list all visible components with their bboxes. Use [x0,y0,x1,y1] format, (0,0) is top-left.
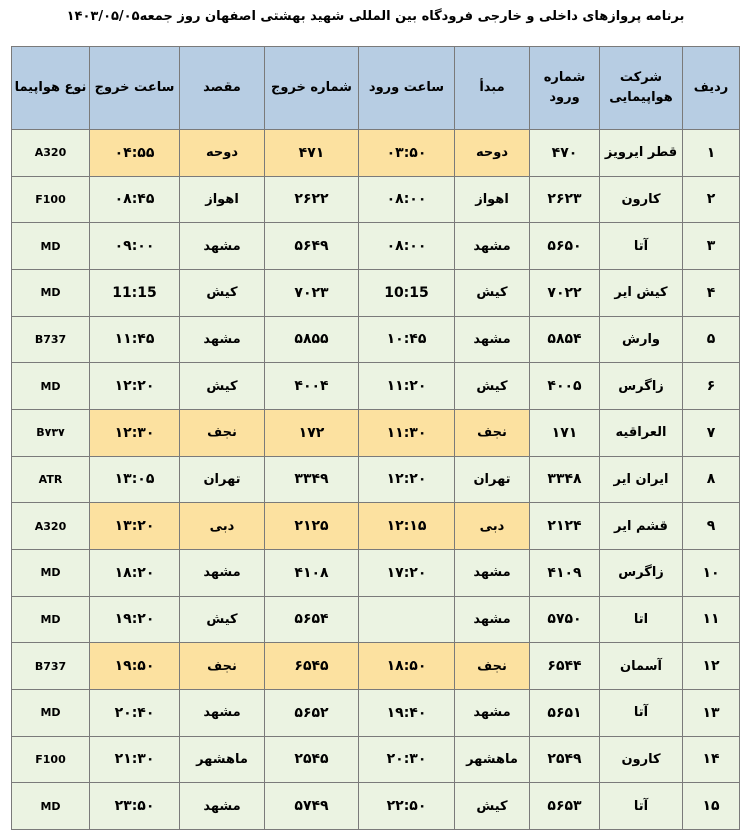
destination-cell: دوحه [180,130,265,177]
departure-number-cell: ۲۱۲۵ [265,503,359,550]
aircraft-type-cell: MD [12,549,90,596]
arrival-time-cell: ۲۰:۳۰ [359,736,455,783]
origin-cell: مشهد [455,689,530,736]
departure-number-cell: ۵۶۵۲ [265,689,359,736]
row-number-cell: ۸ [683,456,740,503]
aircraft-type-cell: MD [12,596,90,643]
departure-time-cell: ۱۳:۰۵ [90,456,180,503]
aircraft-type-cell: F100 [12,176,90,223]
departure-number-cell: ۵۶۵۴ [265,596,359,643]
table-row [12,409,740,456]
table-row [12,736,740,783]
header-arrival-number: شماره ورود [530,47,600,130]
table-row [12,223,740,270]
departure-time-cell: 11:15 [90,269,180,316]
origin-cell: دوحه [455,130,530,177]
departure-time-cell: ۲۰:۴۰ [90,689,180,736]
header-origin: مبدأ [455,47,530,130]
departure-time-cell: ۱۱:۴۵ [90,316,180,363]
destination-cell: مشهد [180,223,265,270]
arrival-number-cell: ۵۷۵۰ [530,596,600,643]
header-departure-time: ساعت خروج [90,47,180,130]
destination-cell: مشهد [180,316,265,363]
departure-number-cell: ۴۱۰۸ [265,549,359,596]
airline-cell: اتا [600,596,683,643]
airline-cell: آتا [600,783,683,830]
flight-schedule-table [11,46,740,830]
aircraft-type-cell: MD [12,363,90,410]
aircraft-type-cell: F100 [12,736,90,783]
arrival-time-cell: ۱۱:۳۰ [359,409,455,456]
departure-time-cell: ۱۲:۲۰ [90,363,180,410]
airline-cell: زاگرس [600,549,683,596]
airline-cell: کارون [600,176,683,223]
arrival-time-cell: ۱۱:۲۰ [359,363,455,410]
departure-time-cell: ۱۹:۲۰ [90,596,180,643]
arrival-time-cell: ۱۹:۴۰ [359,689,455,736]
origin-cell: نجف [455,409,530,456]
row-number-cell: ۱۲ [683,643,740,690]
aircraft-type-cell: MD [12,269,90,316]
departure-number-cell: ۵۷۴۹ [265,783,359,830]
table-row [12,176,740,223]
table-row [12,643,740,690]
table-row [12,363,740,410]
destination-cell: نجف [180,643,265,690]
aircraft-type-cell: B737 [12,643,90,690]
arrival-number-cell: ۲۵۴۹ [530,736,600,783]
destination-cell: دبی [180,503,265,550]
row-number-cell: ۹ [683,503,740,550]
aircraft-type-cell: MD [12,783,90,830]
arrival-time-cell: ۰۸:۰۰ [359,223,455,270]
arrival-time-cell: ۲۲:۵۰ [359,783,455,830]
arrival-time-cell: ۱۲:۱۵ [359,503,455,550]
header-destination: مقصد [180,47,265,130]
departure-number-cell: ۵۶۴۹ [265,223,359,270]
airline-cell: قشم ایر [600,503,683,550]
table-row [12,130,740,177]
departure-number-cell: ۱۷۲ [265,409,359,456]
origin-cell: اهواز [455,176,530,223]
row-number-cell: ۱۰ [683,549,740,596]
row-number-cell: ۱۱ [683,596,740,643]
airline-cell: وارش [600,316,683,363]
airline-cell: آتا [600,223,683,270]
arrival-number-cell: ۲۶۲۳ [530,176,600,223]
header-arrival-time: ساعت ورود [359,47,455,130]
departure-number-cell: ۷۰۲۳ [265,269,359,316]
row-number-cell: ۱۵ [683,783,740,830]
arrival-time-cell: ۱۰:۴۵ [359,316,455,363]
origin-cell: مشهد [455,549,530,596]
arrival-number-cell: ۴۷۰ [530,130,600,177]
destination-cell: کیش [180,363,265,410]
arrival-number-cell: ۲۱۲۴ [530,503,600,550]
departure-time-cell: ۲۳:۵۰ [90,783,180,830]
table-row [12,596,740,643]
table-header-row [12,47,740,130]
departure-time-cell: ۰۴:۵۵ [90,130,180,177]
origin-cell: کیش [455,269,530,316]
departure-time-cell: ۱۹:۵۰ [90,643,180,690]
departure-number-cell: ۲۵۴۵ [265,736,359,783]
airline-cell: العراقیه [600,409,683,456]
departure-time-cell: ۱۸:۲۰ [90,549,180,596]
origin-cell: کیش [455,783,530,830]
airline-cell: قطر ایرویز [600,130,683,177]
origin-cell: نجف [455,643,530,690]
aircraft-type-cell: A320 [12,130,90,177]
arrival-time-cell [359,596,455,643]
row-number-cell: ۲ [683,176,740,223]
airline-cell: آسمان [600,643,683,690]
arrival-time-cell: ۱۷:۲۰ [359,549,455,596]
row-number-cell: ۷ [683,409,740,456]
aircraft-type-cell: B۷۳۷ [12,409,90,456]
airline-cell: کارون [600,736,683,783]
table-row [12,456,740,503]
page-title: برنامه پروازهای داخلی و خارجی فرودگاه بین المللی شهید بهشتی اصفهان روز جمعه۱۴۰۳/۰۵/۰۵ [66,9,685,24]
departure-time-cell: ۰۹:۰۰ [90,223,180,270]
departure-number-cell: ۵۸۵۵ [265,316,359,363]
aircraft-type-cell: ATR [12,456,90,503]
header-aircraft-type: نوع هواپیما [12,47,90,130]
row-number-cell: ۳ [683,223,740,270]
arrival-number-cell: ۵۶۵۳ [530,783,600,830]
table-row [12,783,740,830]
header-row-number: ردیف [683,47,740,130]
arrival-number-cell: ۵۶۵۱ [530,689,600,736]
destination-cell: مشهد [180,549,265,596]
arrival-number-cell: ۴۰۰۵ [530,363,600,410]
table-row [12,549,740,596]
origin-cell: تهران [455,456,530,503]
aircraft-type-cell: B737 [12,316,90,363]
destination-cell: کیش [180,596,265,643]
destination-cell: مشهد [180,783,265,830]
aircraft-type-cell: A320 [12,503,90,550]
row-number-cell: ۶ [683,363,740,410]
arrival-number-cell: ۶۵۴۴ [530,643,600,690]
departure-number-cell: ۲۶۲۲ [265,176,359,223]
arrival-number-cell: ۷۰۲۲ [530,269,600,316]
airline-cell: کیش ایر [600,269,683,316]
origin-cell: دبی [455,503,530,550]
origin-cell: کیش [455,363,530,410]
origin-cell: ماهشهر [455,736,530,783]
destination-cell: نجف [180,409,265,456]
destination-cell: مشهد [180,689,265,736]
destination-cell: تهران [180,456,265,503]
airline-cell: آتا [600,689,683,736]
table-row [12,689,740,736]
arrival-number-cell: ۵۶۵۰ [530,223,600,270]
arrival-time-cell: ۰۸:۰۰ [359,176,455,223]
row-number-cell: ۱۳ [683,689,740,736]
departure-time-cell: ۱۲:۳۰ [90,409,180,456]
arrival-number-cell: ۵۸۵۴ [530,316,600,363]
arrival-number-cell: ۴۱۰۹ [530,549,600,596]
row-number-cell: ۵ [683,316,740,363]
departure-number-cell: ۳۳۴۹ [265,456,359,503]
aircraft-type-cell: MD [12,689,90,736]
arrival-time-cell: ۱۲:۲۰ [359,456,455,503]
departure-time-cell: ۱۳:۲۰ [90,503,180,550]
airline-cell: ایران ایر [600,456,683,503]
destination-cell: اهواز [180,176,265,223]
arrival-number-cell: ۱۷۱ [530,409,600,456]
origin-cell: مشهد [455,223,530,270]
arrival-time-cell: 10:15 [359,269,455,316]
departure-number-cell: ۶۵۴۵ [265,643,359,690]
departure-time-cell: ۲۱:۳۰ [90,736,180,783]
arrival-number-cell: ۳۳۴۸ [530,456,600,503]
header-departure-number: شماره خروج [265,47,359,130]
table-row [12,503,740,550]
destination-cell: ماهشهر [180,736,265,783]
table-row [12,316,740,363]
origin-cell: مشهد [455,316,530,363]
row-number-cell: ۴ [683,269,740,316]
row-number-cell: ۱ [683,130,740,177]
arrival-time-cell: ۱۸:۵۰ [359,643,455,690]
header-airline: شرکت هواپیمایی [600,47,683,130]
table-row [12,269,740,316]
arrival-time-cell: ۰۳:۵۰ [359,130,455,177]
departure-number-cell: ۴۷۱ [265,130,359,177]
airline-cell: زاگرس [600,363,683,410]
destination-cell: کیش [180,269,265,316]
aircraft-type-cell: MD [12,223,90,270]
departure-time-cell: ۰۸:۴۵ [90,176,180,223]
origin-cell: مشهد [455,596,530,643]
departure-number-cell: ۴۰۰۴ [265,363,359,410]
row-number-cell: ۱۴ [683,736,740,783]
